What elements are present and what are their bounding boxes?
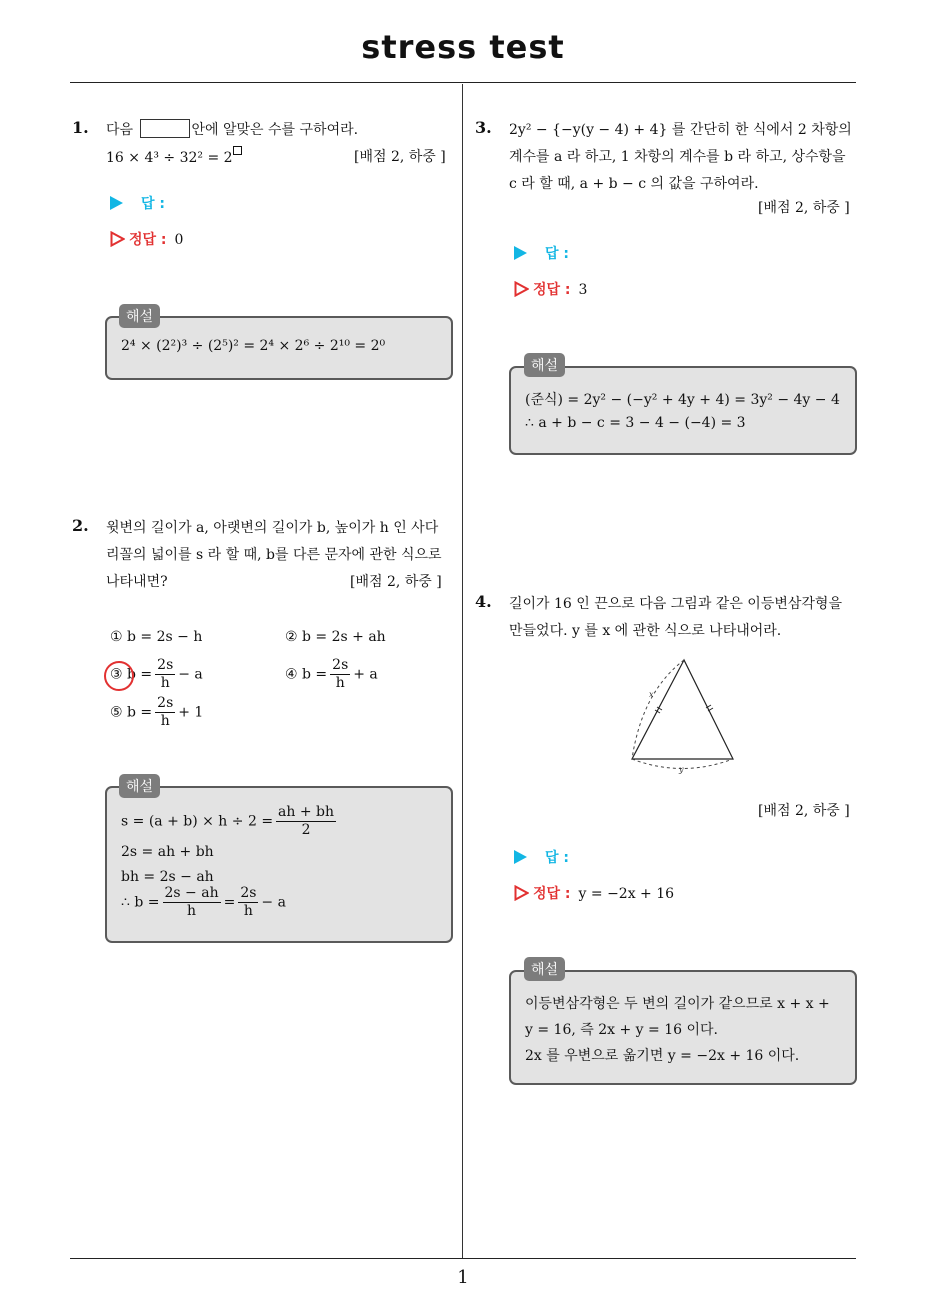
question-1-number: 1.: [72, 118, 89, 137]
side-label: x: [649, 690, 654, 699]
explanation-tag: 해설: [119, 774, 160, 798]
answer-label: 답 :: [545, 850, 569, 866]
option-5[interactable]: [110, 695, 203, 730]
correct-label: 정답 :: [533, 282, 571, 298]
option-3-fraction: [155, 657, 175, 692]
page-number: 1: [457, 1267, 469, 1288]
option-1[interactable]: ① b = 2s − h: [110, 629, 203, 645]
question-2-points: [배점 2, 하중 ]: [350, 574, 442, 590]
question-4-line: 만들었다. y 를 x 에 관한 식으로 나타내어라.: [509, 623, 782, 639]
footer-rule: [70, 1258, 856, 1259]
question-2-number: 2.: [72, 516, 89, 535]
explanation-text: s = (a + b) × h ÷ 2 =: [121, 813, 274, 830]
exponent-blank-box: [233, 146, 242, 155]
fraction-numerator: 2s: [332, 657, 349, 673]
question-4-number: 4.: [475, 592, 492, 611]
play-triangle-icon: [110, 196, 123, 210]
explanation-line: [121, 885, 286, 920]
explanation-tag: 해설: [524, 957, 565, 981]
isosceles-triangle-figure: [620, 652, 745, 777]
question-1-points: [배점 2, 하중 ]: [354, 149, 446, 165]
fraction-numerator: 2s − ah: [164, 885, 219, 901]
explanation-line: y = 16, 즉 2x + y = 16 이다.: [525, 1022, 718, 1038]
outline-triangle-icon: [514, 885, 529, 901]
question-1-answer-field[interactable]: [110, 193, 165, 213]
question-1-text: [106, 119, 358, 139]
explanation-tag: 해설: [524, 353, 565, 377]
explanation-line: (준식) = 2y² − (−y² + 4y + 4) = 3y² − 4y − 4: [525, 392, 840, 408]
question-4-line: 길이가 16 인 끈으로 다음 그림과 같은 이등변삼각형을: [509, 596, 842, 612]
option-3-tail: − a: [178, 666, 203, 683]
fraction-numerator: 2s: [240, 885, 257, 901]
question-2-explanation-box: [105, 786, 453, 943]
explanation-line: [121, 804, 339, 839]
fraction-numerator: 2s: [157, 657, 174, 673]
question-2-line: 윗변의 길이가 a, 아랫변의 길이가 b, 높이가 h 인 사다: [106, 520, 439, 536]
option-3-label: ③ b =: [110, 666, 153, 683]
correct-label: 정답 :: [129, 232, 167, 248]
question-1-text-pre: 다음: [106, 122, 134, 138]
question-4-explanation-box: [509, 970, 857, 1085]
question-3-line: c 라 할 때, a + b − c 의 값을 구하여라.: [509, 176, 759, 192]
outline-triangle-icon: [110, 231, 125, 247]
question-4-points: [배점 2, 하중 ]: [758, 803, 850, 819]
outline-triangle-icon: [514, 281, 529, 297]
fraction-denominator: 2: [301, 821, 311, 838]
explanation-line: 2s = ah + bh: [121, 844, 214, 860]
question-3-line: 계수를 a 라 하고, 1 차항의 계수를 b 라 하고, 상수항을: [509, 149, 846, 165]
fraction-denominator: h: [243, 902, 253, 919]
explanation-line: 이등변삼각형은 두 변의 길이가 같으므로 x + x +: [525, 996, 830, 1012]
fraction-numerator: ah + bh: [278, 804, 335, 820]
option-4-fraction: [330, 657, 350, 692]
play-triangle-icon: [514, 850, 527, 864]
question-4-correct-answer: [514, 883, 674, 903]
fraction-denominator: h: [160, 712, 170, 729]
play-triangle-icon: [514, 246, 527, 260]
question-3-line: 2y² − {−y(y − 4) + 4} 를 간단히 한 식에서 2 차항의: [509, 122, 852, 138]
fraction-denominator: h: [187, 902, 197, 919]
option-5-tail: + 1: [178, 704, 204, 721]
correct-value: y = −2x + 16: [578, 886, 675, 902]
base-label: y: [679, 765, 684, 774]
correct-value: 0: [174, 232, 184, 248]
question-1-equation-text: 16 × 4³ ÷ 32² = 2: [106, 150, 233, 166]
explanation-line: 2x 를 우변으로 옮기면 y = −2x + 16 이다.: [525, 1048, 800, 1064]
fraction-denominator: h: [335, 674, 345, 691]
explanation-text: − a: [261, 894, 286, 911]
explanation-line: bh = 2s − ah: [121, 869, 214, 885]
explanation-fraction: [163, 885, 221, 920]
option-5-label: ⑤ b =: [110, 704, 153, 721]
option-4-label: ④ b =: [285, 666, 328, 683]
triangle-outline: [632, 660, 733, 759]
question-3-explanation-box: [509, 366, 857, 455]
question-3-answer-field[interactable]: [514, 243, 569, 263]
answer-label: 답 :: [141, 196, 165, 212]
answer-blank-box: [140, 119, 190, 138]
column-divider: [462, 84, 463, 1258]
answer-label: 답 :: [545, 246, 569, 262]
page-title: stress test: [361, 28, 565, 66]
question-1-text-post: 안에 알맞은 수를 구하여라.: [191, 122, 359, 138]
explanation-fraction: [238, 885, 258, 920]
question-2-line: 리꼴의 넓이를 s 라 할 때, b를 다른 문자에 관한 식으로: [106, 547, 442, 563]
correct-value: 3: [578, 282, 588, 298]
question-3-number: 3.: [475, 118, 492, 137]
question-3-correct-answer: [514, 279, 587, 299]
question-4-answer-field[interactable]: [514, 847, 569, 867]
correct-label: 정답 :: [533, 886, 571, 902]
explanation-tag: 해설: [119, 304, 160, 328]
fraction-numerator: 2s: [157, 695, 174, 711]
explanation-text: =: [223, 894, 236, 911]
explanation-line: 2⁴ × (2²)³ ÷ (2⁵)² = 2⁴ × 2⁶ ÷ 2¹⁰ = 2⁰: [121, 338, 386, 354]
option-4-tail: + a: [353, 666, 378, 683]
question-3-points: [배점 2, 하중 ]: [758, 200, 850, 216]
explanation-line: ∴ a + b − c = 3 − 4 − (−4) = 3: [525, 415, 746, 431]
explanation-fraction: [276, 804, 336, 839]
question-1-equation: [106, 146, 242, 166]
option-2[interactable]: ② b = 2s + ah: [285, 629, 386, 645]
question-1-correct-answer: [110, 229, 183, 249]
option-4[interactable]: [285, 657, 378, 692]
explanation-text: ∴ b =: [121, 894, 160, 911]
option-5-fraction: [155, 695, 175, 730]
selected-answer-circle: [104, 661, 134, 691]
question-2-line: 나타내면?: [106, 574, 168, 590]
fraction-denominator: h: [160, 674, 170, 691]
header-rule: [70, 82, 856, 83]
